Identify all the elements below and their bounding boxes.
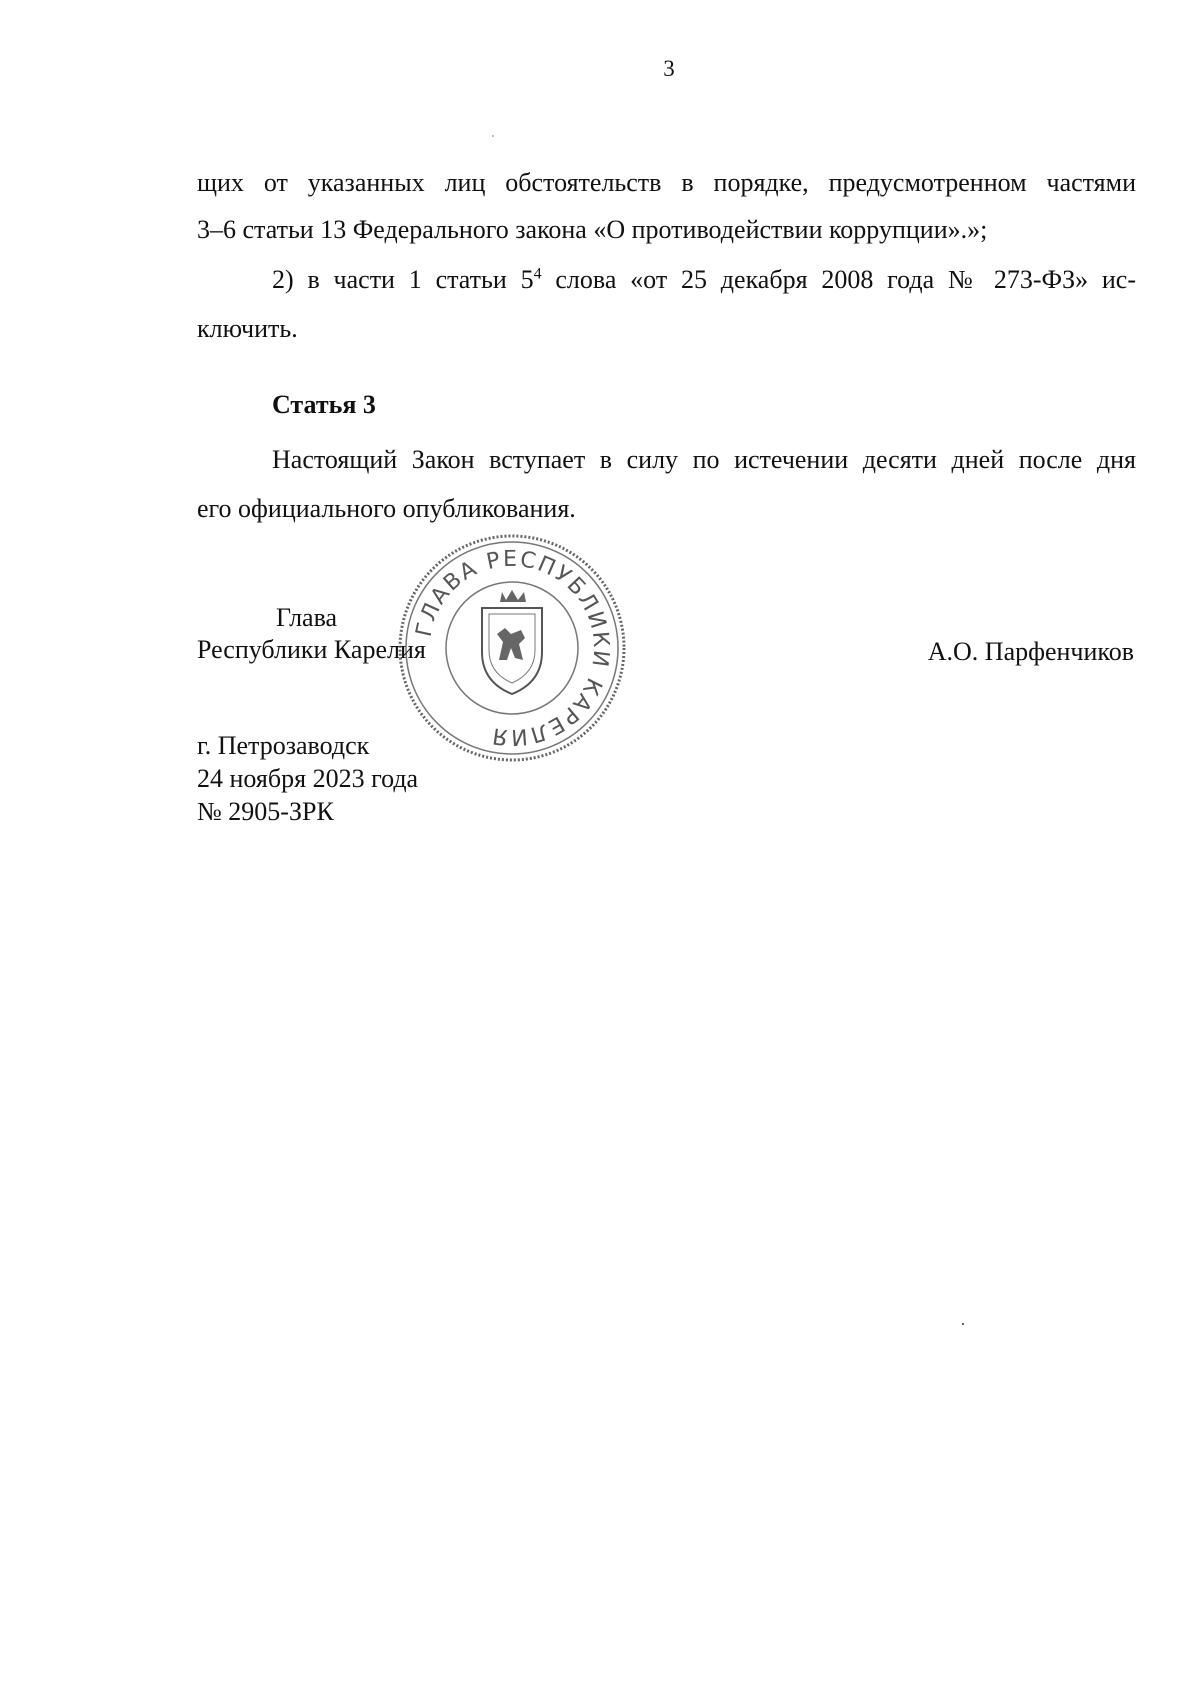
body-text: слова «от 25 декабря 2008 года № 273-ФЗ» ис- [541, 265, 1137, 294]
superscript: 4 [533, 265, 542, 283]
article-heading: Статья 3 [272, 390, 376, 419]
body-line: щих от указанных лиц обстоятельств в порядке, предусмотренном частями [197, 168, 1136, 197]
body-line [272, 267, 1136, 293]
place: г. Петрозаводск [197, 731, 370, 760]
scan-speck [962, 1323, 964, 1325]
law-number: № 2905-ЗРК [197, 797, 334, 826]
body-line: его официального опубликования. [197, 494, 576, 523]
signatory-name: А.О. Парфенчиков [927, 637, 1134, 666]
date: 24 ноября 2023 года [197, 764, 419, 793]
seal-text: ГЛАВА РЕСПУБЛИКИ КАРЕЛИЯ [411, 546, 614, 750]
body-line: Настоящий Закон вступает в силу по истечении десяти дней после дня [272, 445, 1136, 474]
body-line: ключить. [197, 314, 298, 343]
signatory-title-line2: Республики Карелия [197, 635, 426, 664]
page-number: 3 [663, 56, 675, 81]
scan-speck [492, 135, 494, 137]
body-line: 3–6 статьи 13 Федерального закона «О противодействии коррупции».»; [197, 215, 988, 244]
body-text: 2) в части 1 статьи 5 [272, 265, 534, 294]
signatory-title-line1: Глава [276, 603, 338, 632]
official-seal-stamp [394, 530, 630, 766]
